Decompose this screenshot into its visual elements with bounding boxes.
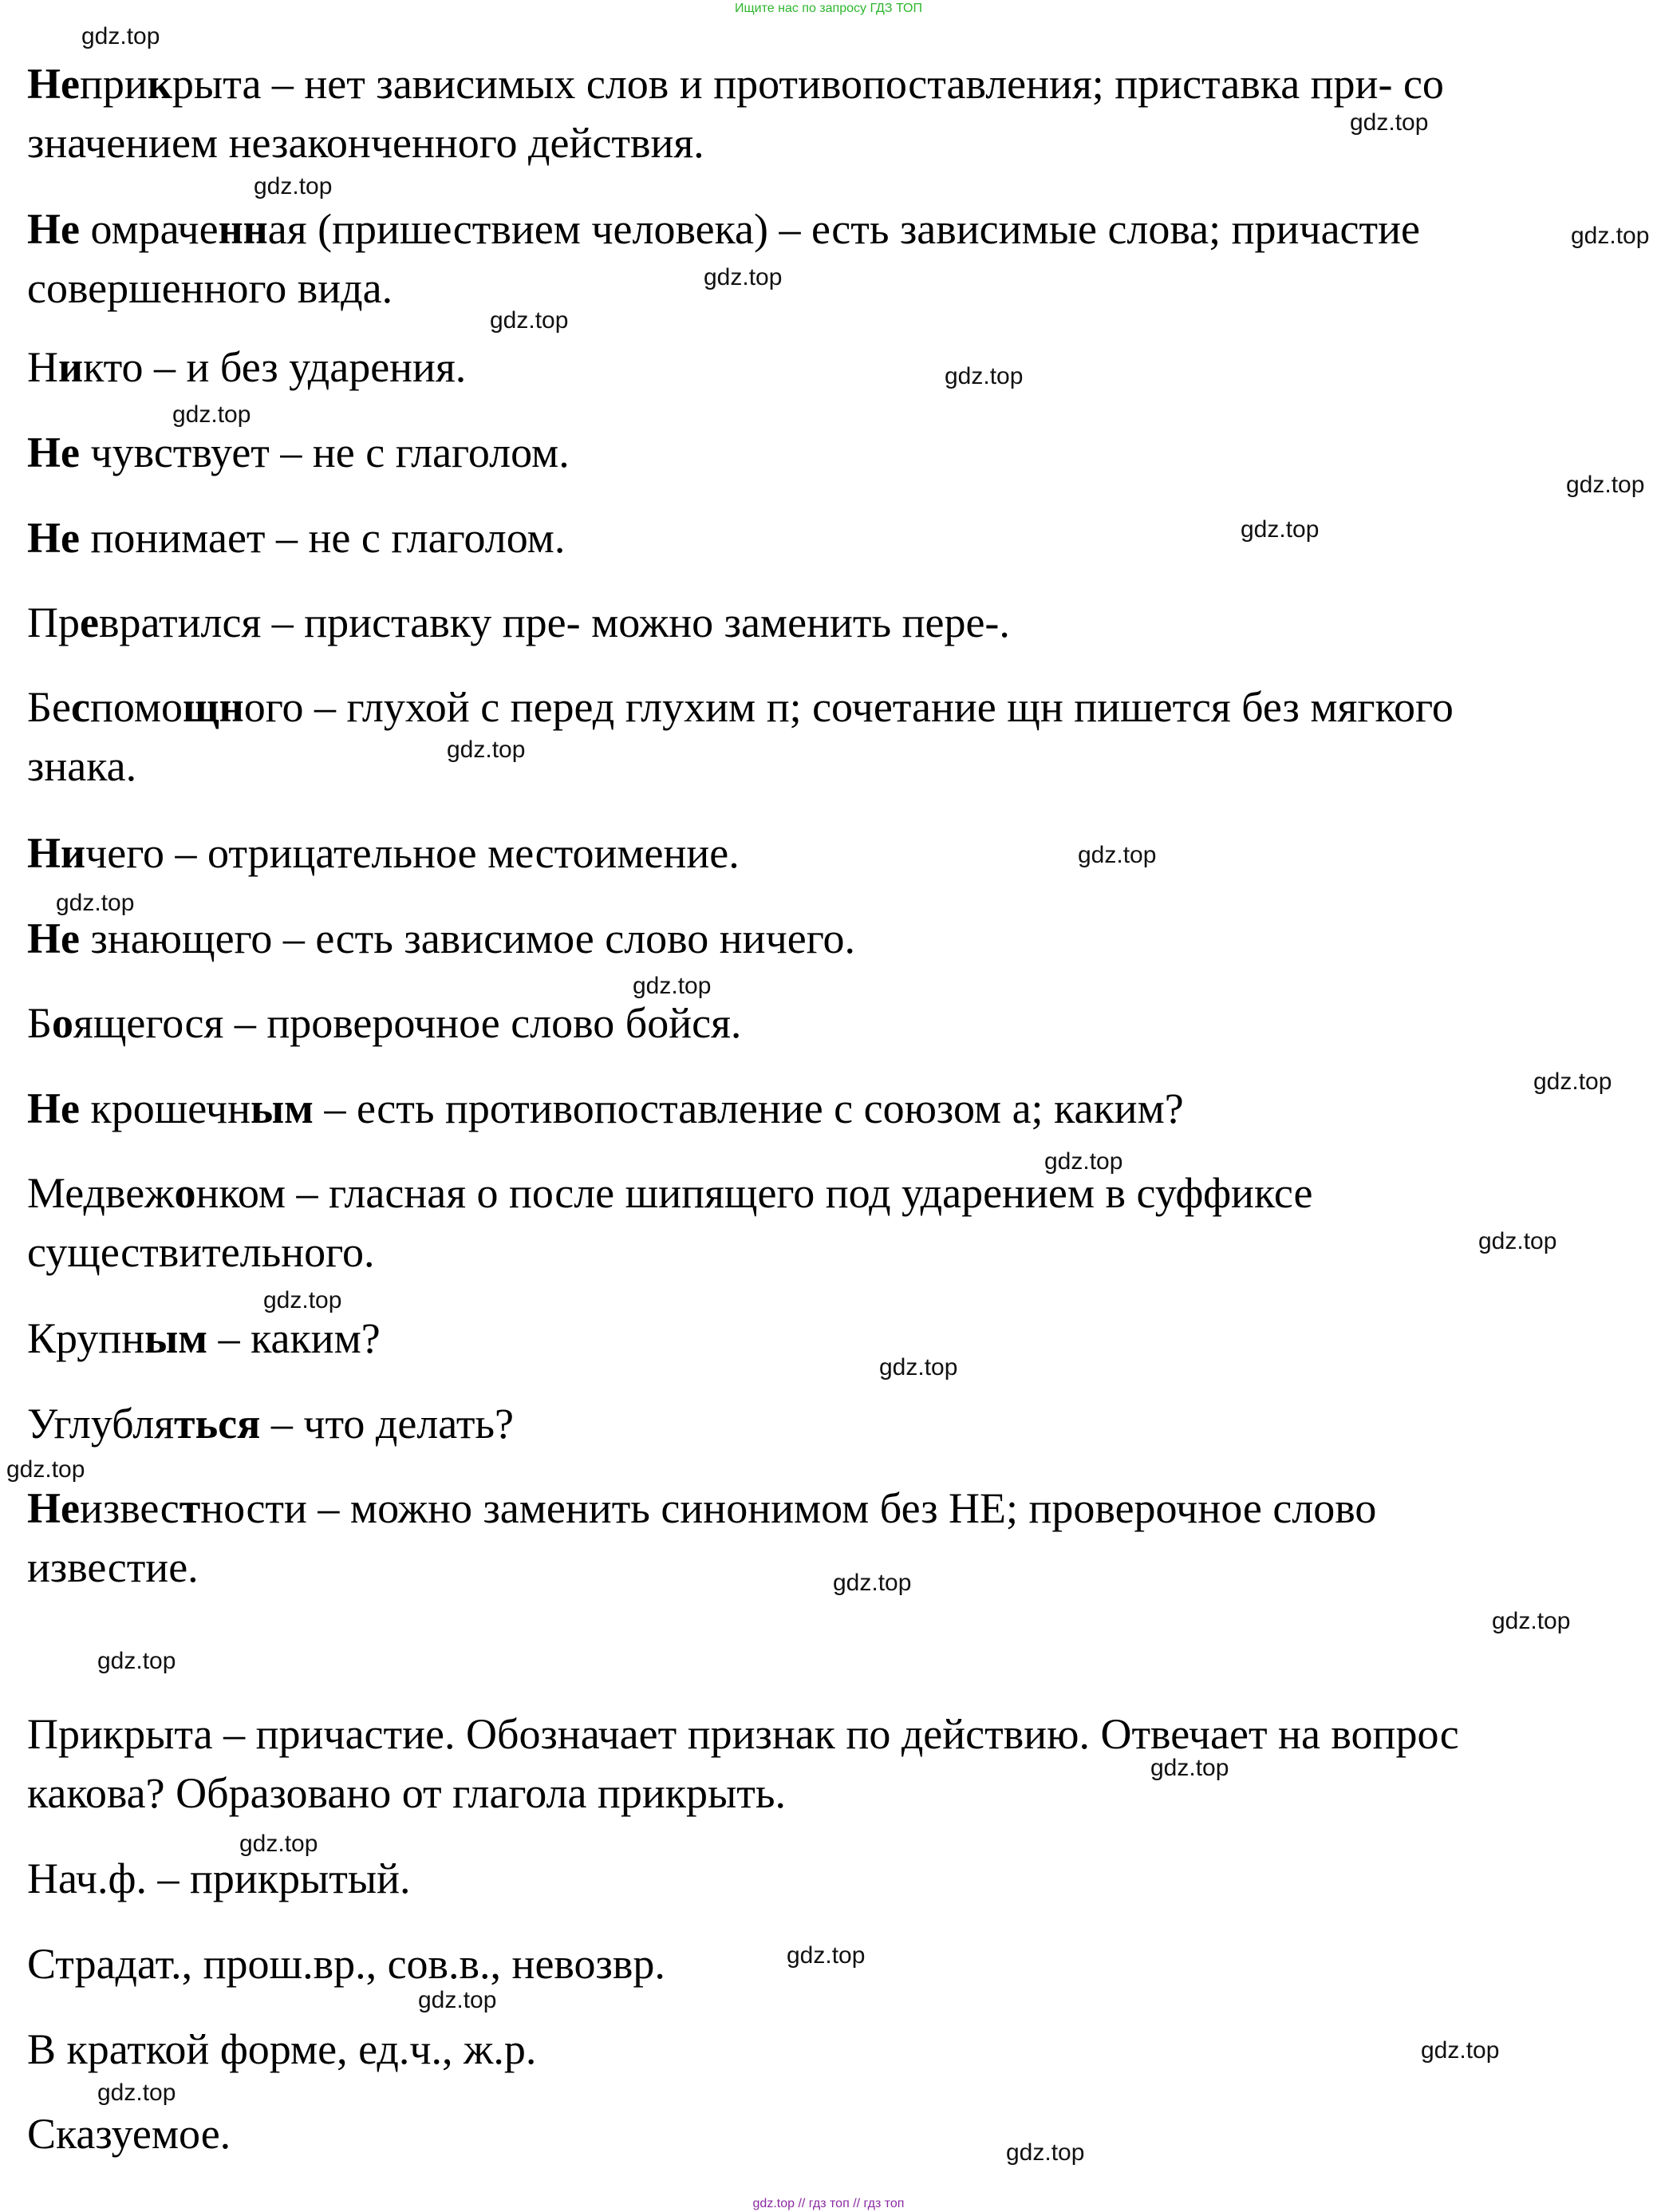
bold-fragment: ым — [250, 1084, 314, 1132]
text-fragment: кто – и без ударения. — [83, 343, 467, 391]
watermark-text: gdz.top — [1044, 1148, 1123, 1175]
watermark-text: gdz.top — [1078, 842, 1157, 868]
text-fragment: ого – глухой с перед глухим п; сочетание щн пишется без мягкого — [243, 683, 1454, 731]
bold-fragment: Ни — [27, 829, 86, 877]
bold-fragment: Не — [27, 60, 80, 108]
text-line — [27, 1223, 374, 1282]
text-fragment: понимает – не с глаголом. — [79, 514, 566, 562]
bold-fragment: Не — [27, 205, 80, 253]
footer-links[interactable]: gdz.top // гдз топ // гдз топ — [752, 2197, 905, 2210]
bold-fragment: Не — [27, 1084, 80, 1132]
watermark-text: gdz.top — [833, 1570, 912, 1596]
bold-fragment: Не — [27, 514, 80, 562]
text-line — [27, 1079, 1184, 1138]
bold-fragment: Не — [27, 914, 80, 962]
watermark-text: gdz.top — [633, 973, 712, 999]
text-fragment: Б — [27, 999, 53, 1047]
watermark-text: gdz.top — [1492, 1608, 1571, 1634]
text-line — [27, 259, 393, 318]
text-fragment: знака. — [27, 742, 137, 790]
text-line — [27, 1309, 381, 1368]
text-fragment: омраче — [79, 205, 219, 253]
watermark-text: gdz.top — [239, 1831, 318, 1857]
watermark-text: gdz.top — [1533, 1068, 1612, 1095]
bold-fragment: Не — [27, 429, 80, 476]
text-line — [27, 909, 855, 968]
text-fragment: Пр — [27, 598, 80, 646]
text-line — [27, 1538, 199, 1597]
watermark-text: gdz.top — [254, 173, 333, 199]
text-line — [27, 338, 466, 397]
text-line — [27, 1934, 665, 1993]
text-fragment: Прикрыта – причастие. Обозначает признак по действию. Отвечает на вопрос — [27, 1710, 1459, 1758]
text-line — [27, 2020, 536, 2079]
text-line — [27, 677, 1454, 737]
watermark-text: gdz.top — [56, 890, 135, 916]
watermark-text: gdz.top — [1350, 109, 1429, 136]
watermark-text: gdz.top — [1241, 516, 1320, 543]
text-fragment: – есть противопоставление с союзом а; каким? — [313, 1084, 1184, 1132]
bold-fragment: щн — [183, 683, 244, 731]
bold-fragment: ться — [174, 1400, 261, 1448]
watermark-text: gdz.top — [447, 737, 526, 763]
watermark-text: gdz.top — [6, 1456, 85, 1483]
text-fragment: совершенного вида. — [27, 264, 393, 312]
text-line — [27, 824, 740, 883]
text-fragment: Н — [27, 343, 58, 391]
text-fragment: Нач.ф. – прикрытый. — [27, 1855, 411, 1902]
text-fragment: чего – отрицательное местоимение. — [85, 829, 740, 877]
text-line — [27, 423, 570, 482]
watermark-text: gdz.top — [787, 1942, 866, 1969]
text-fragment: при — [79, 60, 148, 108]
bold-fragment: ым — [144, 1314, 208, 1362]
text-fragment: Бе — [27, 683, 71, 731]
text-fragment: Крупн — [27, 1314, 145, 1362]
text-line — [27, 2104, 231, 2163]
watermark-text: gdz.top — [1150, 1755, 1229, 1781]
watermark-text: gdz.top — [1478, 1228, 1557, 1254]
text-fragment: знающего – есть зависимое слово ничего. — [79, 914, 856, 962]
text-fragment: Сказуемое. — [27, 2110, 231, 2158]
watermark-text: gdz.top — [704, 264, 783, 290]
watermark-text: gdz.top — [490, 307, 569, 334]
bold-fragment: Не — [27, 1484, 80, 1532]
text-fragment: рыта – нет зависимых слов и противопоставления; приставка при- со — [172, 60, 1444, 108]
watermark-text: gdz.top — [97, 1648, 176, 1674]
text-line — [27, 1704, 1459, 1764]
text-line — [27, 737, 136, 796]
text-fragment: крошечн — [79, 1084, 251, 1132]
text-line — [27, 113, 704, 172]
text-fragment: – каким? — [207, 1314, 381, 1362]
bold-fragment: е — [80, 598, 99, 646]
text-fragment: – что делать? — [260, 1400, 515, 1448]
bold-fragment: т — [179, 1484, 201, 1532]
text-fragment: ая (пришествием человека) – есть зависимые слова; причастие — [267, 205, 1420, 253]
watermark-text: gdz.top — [81, 23, 160, 49]
watermark-text: gdz.top — [263, 1287, 342, 1313]
text-fragment: Углубля — [27, 1400, 175, 1448]
text-line — [27, 593, 1010, 652]
bold-fragment: нн — [218, 205, 268, 253]
bold-fragment: о — [174, 1169, 196, 1217]
text-line — [27, 1849, 411, 1908]
text-line — [27, 1479, 1376, 1538]
text-fragment: существительного. — [27, 1228, 375, 1276]
text-fragment: В краткой форме, ед.ч., ж.р. — [27, 2025, 537, 2073]
text-line — [27, 508, 565, 567]
watermark-text: gdz.top — [1006, 2139, 1085, 2166]
text-fragment: извес — [79, 1484, 180, 1532]
text-fragment: помо — [89, 683, 183, 731]
bold-fragment: и — [58, 343, 84, 391]
text-fragment: нком – гласная о после шипящего под ударением в суффиксе — [195, 1169, 1313, 1217]
bold-fragment: о — [52, 999, 74, 1047]
watermark-text: gdz.top — [172, 401, 251, 428]
text-line — [27, 1394, 514, 1453]
text-line — [27, 993, 741, 1053]
text-fragment: Страдат., прош.вр., сов.в., невозвр. — [27, 1940, 665, 1988]
text-fragment: вратился – приставку пре- можно заменить пере-. — [98, 598, 1010, 646]
watermark-text: gdz.top — [97, 2080, 176, 2106]
watermark-text: gdz.top — [1571, 223, 1650, 249]
bold-fragment: к — [147, 60, 172, 108]
text-fragment: Медвеж — [27, 1169, 175, 1217]
text-line — [27, 199, 1420, 259]
watermark-text: gdz.top — [418, 1987, 497, 2013]
text-line — [27, 54, 1444, 113]
watermark-text: gdz.top — [1421, 2037, 1500, 2064]
text-fragment: ящегося – проверочное слово бойся. — [73, 999, 742, 1047]
text-fragment: ности – можно заменить синонимом без НЕ; проверочное слово — [200, 1484, 1377, 1532]
top-banner: Ищите нас по запросу ГДЗ ТОП — [735, 2, 922, 15]
text-fragment: какова? Образовано от глагола прикрыть. — [27, 1769, 786, 1817]
text-fragment: чувствует – не с глаголом. — [79, 429, 570, 476]
text-fragment: значением незаконченного действия. — [27, 119, 704, 167]
watermark-text: gdz.top — [879, 1354, 958, 1381]
text-line — [27, 1764, 786, 1823]
text-fragment: известие. — [27, 1543, 199, 1591]
watermark-text: gdz.top — [1566, 472, 1645, 498]
watermark-text: gdz.top — [945, 363, 1024, 389]
bold-fragment: с — [70, 683, 90, 731]
